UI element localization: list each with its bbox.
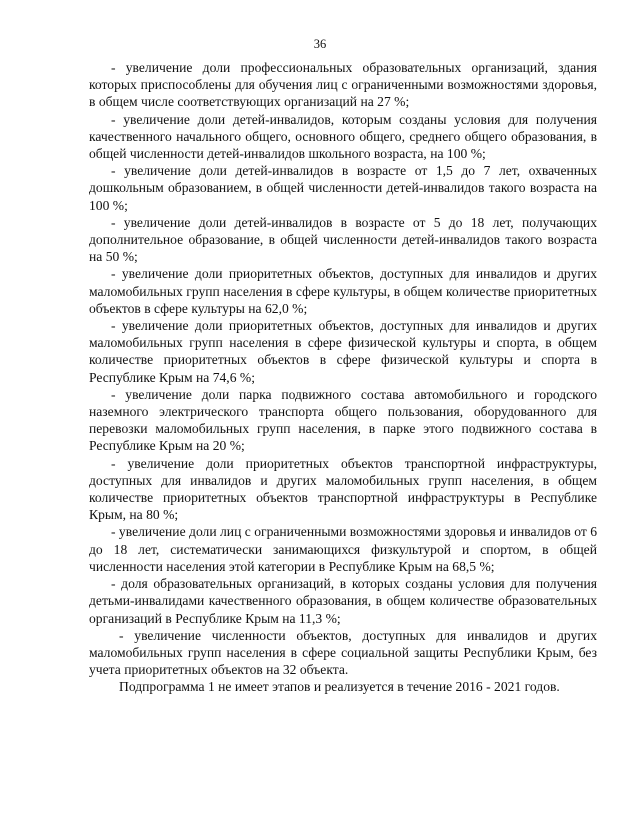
closing-paragraph: Подпрограмма 1 не имеет этапов и реализуется в течение 2016 - 2021 годов. (119, 679, 560, 695)
list-item: - доля образовательных организаций, в которых созданы условия для получения детьми-инвалидами качественного образования, в общем количестве образовательных организаций в Республике Крым на 11,3 %; (89, 576, 597, 626)
list-item: - увеличение численности объектов, доступных для инвалидов и других маломобильных групп населения в сфере социальной защиты Республики Крым, без учета приоритетных объектов на 32 объекта. (89, 627, 597, 678)
list-item: - увеличение доли парка подвижного состава автомобильного и городского наземного электрического транспорта общего пользования, оборудованного для перевозки маломобильных групп населения, в парке этого подвижного состава в Республике Крым на 20 %; (89, 386, 597, 454)
list-item: - увеличение доли приоритетных объектов, доступных для инвалидов и других маломобильных групп населения в сфере физической культуры и спорта, в общем количестве приоритетных объектов в сфере физической культуры и спорта в Республике Крым на 74,6 %; (89, 318, 597, 385)
page-number: 36 (313, 37, 327, 51)
list-item: - увеличение доли приоритетных объектов, доступных для инвалидов и других маломобильных групп населения в сфере культуры, в общем количестве приоритетных объектов в сфере культуры на 62,0 %; (89, 266, 597, 316)
list-item: - увеличение доли приоритетных объектов транспортной инфраструктуры, доступных для инвалидов и других маломобильных групп населения, в общем количестве приоритетных объектов транспортной инфраструктуры в Республике Крым, на 80 %; (89, 455, 597, 523)
list-item: - увеличение доли лиц с ограниченными возможностями здоровья и инвалидов от 6 до 18 лет, систематически занимающихся физкультурой и спортом, в общей численности населения этой категории в Республике Крым на 68,5 %; (89, 524, 597, 574)
list-item: - увеличение доли детей-инвалидов в возрасте от 5 до 18 лет, получающих дополнительное образование, в общей численности детей-инвалидов такого возраста на 50 %; (89, 214, 597, 265)
document-body (89, 59, 597, 696)
list-item: - увеличение доли детей-инвалидов в возрасте от 1,5 до 7 лет, охваченных дошкольным образованием, в общей численности детей-инвалидов такого возраста на 100 %; (89, 163, 597, 213)
list-item: - увеличение доли профессиональных образовательных организаций, здания которых приспособлены для обучения лиц с ограниченными возможностями здоровья, в общем числе соответствующих организаций на 27 %; (89, 60, 597, 110)
list-item: - увеличение доли детей-инвалидов, которым созданы условия для получения качественного начального общего, основного общего, среднего общего образования, в общей численности детей-инвалидов школьного возраста, на 100 %; (89, 111, 597, 162)
